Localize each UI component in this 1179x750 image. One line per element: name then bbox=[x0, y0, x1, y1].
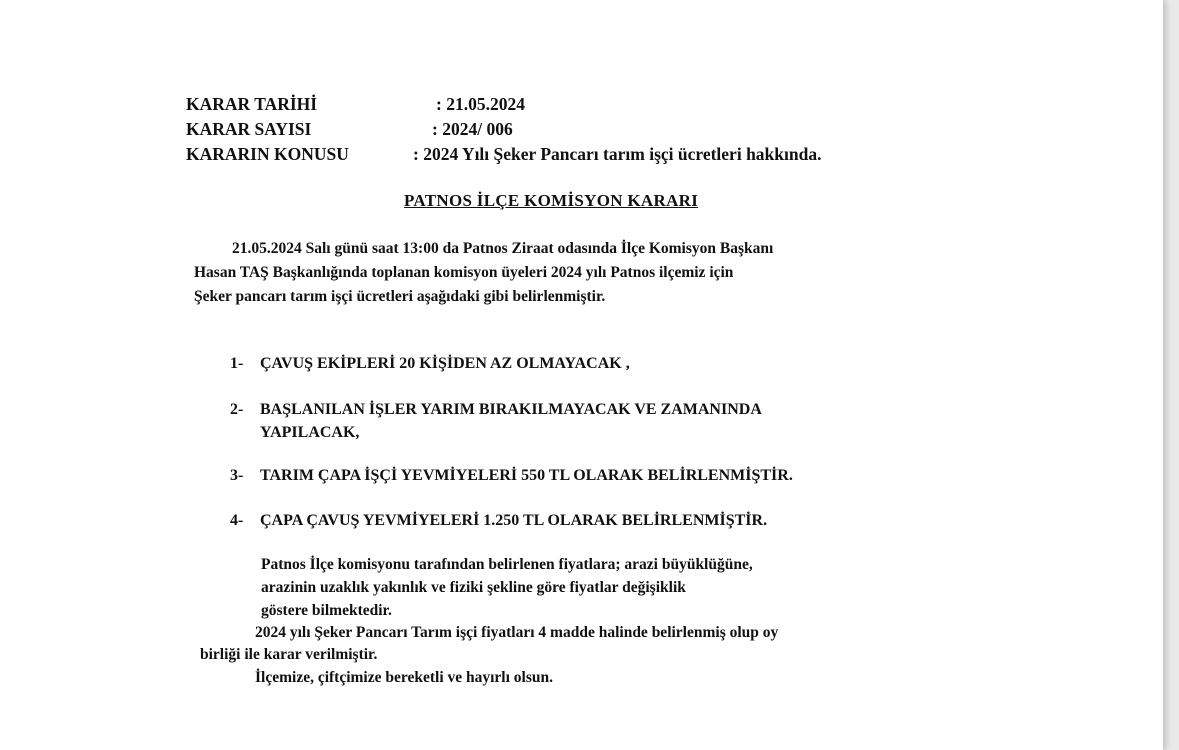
decision-date-label: KARAR TARİHİ bbox=[186, 94, 318, 114]
decision-subject-label: KARARIN KONUSU bbox=[186, 144, 349, 164]
decision-date-value: : 21.05.2024 bbox=[436, 94, 525, 114]
closing-line: birliği ile karar verilmiştir. bbox=[200, 646, 378, 663]
document-title: PATNOS İLÇE KOMİSYON KARARI bbox=[404, 191, 699, 210]
item-number: 4- bbox=[230, 512, 244, 529]
item-number: 2- bbox=[230, 401, 244, 418]
item-text: BAŞLANILAN İŞLER YARIM BIRAKILMAYACAK VE ZAMANINDA bbox=[260, 401, 762, 418]
item-number: 1- bbox=[230, 355, 244, 372]
item-text: ÇAPA ÇAVUŞ YEVMİYELERİ 1.250 TL OLARAK BELİRLENMİŞTİR. bbox=[260, 512, 768, 529]
closing-line: arazinin uzaklık yakınlık ve fiziki şekline göre fiyatlar değişiklik bbox=[261, 579, 686, 596]
intro-line: Hasan TAŞ Başkanlığında toplanan komisyon üyeleri 2024 yılı Patnos ilçemiz için bbox=[194, 264, 734, 281]
closing-line: 2024 yılı Şeker Pancarı Tarım işçi fiyatları 4 madde halinde belirlenmiş olup oy bbox=[255, 624, 779, 641]
item-text: YAPILACAK, bbox=[260, 424, 360, 441]
intro-line: Şeker pancarı tarım işçi ücretleri aşağıdaki gibi belirlenmiştir. bbox=[194, 288, 606, 305]
closing-line: göstere bilmektedir. bbox=[261, 602, 392, 619]
decision-subject-value: : 2024 Yılı Şeker Pancarı tarım işçi ücretleri hakkında. bbox=[413, 144, 822, 164]
item-number: 3- bbox=[230, 467, 244, 484]
decision-number-label: KARAR SAYISI bbox=[186, 119, 312, 139]
intro-line: 21.05.2024 Salı günü saat 13:00 da Patnos Ziraat odasında İlçe Komisyon Başkanı bbox=[232, 240, 774, 257]
closing-line: Patnos İlçe komisyonu tarafından belirlenen fiyatlara; arazi büyüklüğüne, bbox=[261, 556, 753, 573]
item-text: TARIM ÇAPA İŞÇİ YEVMİYELERİ 550 TL OLARAK BELİRLENMİŞTİR. bbox=[260, 467, 793, 484]
item-text: ÇAVUŞ EKİPLERİ 20 KİŞİDEN AZ OLMAYACAK , bbox=[260, 355, 630, 372]
decision-number-value: : 2024/ 006 bbox=[432, 119, 513, 139]
closing-line: İlçemize, çiftçimize bereketli ve hayırlı olsun. bbox=[255, 669, 554, 686]
